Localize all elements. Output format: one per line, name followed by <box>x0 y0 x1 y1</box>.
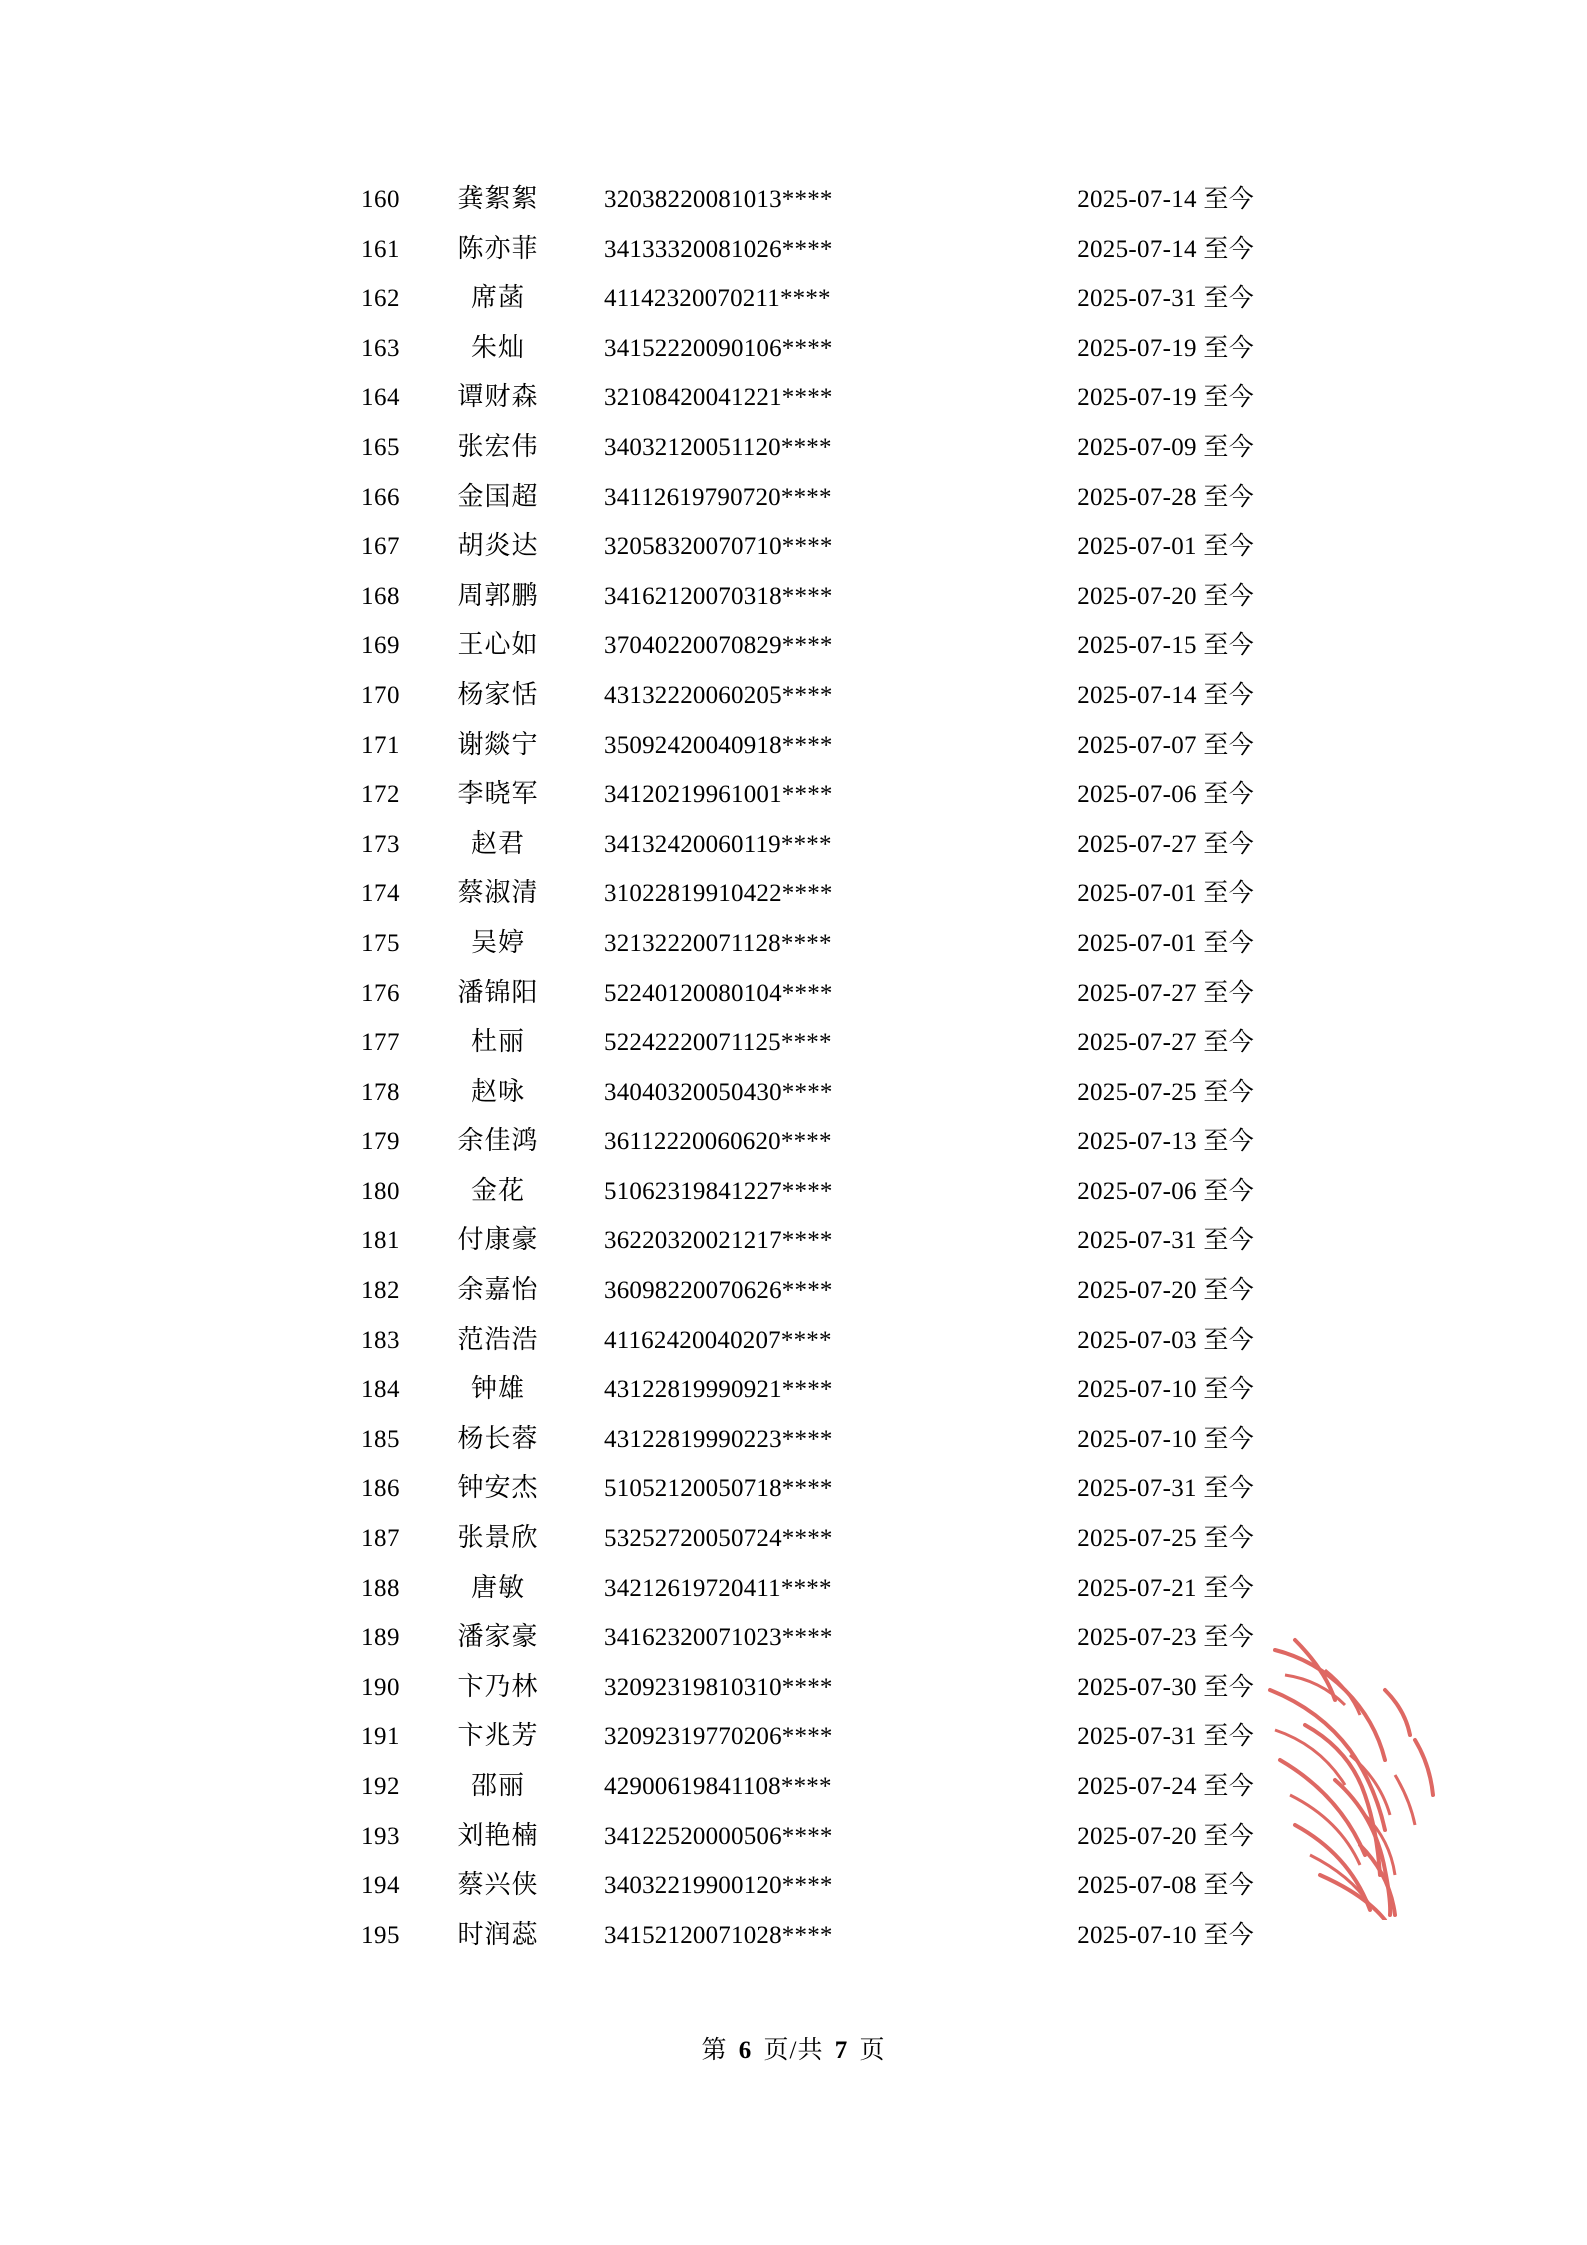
table-row <box>0 1467 1587 1517</box>
row-name: 李晓军 <box>457 779 539 809</box>
table-row <box>0 972 1587 1022</box>
row-id-number: 34112619790720**** <box>604 483 832 511</box>
table-row <box>0 773 1587 823</box>
row-index: 169 <box>361 632 400 660</box>
row-index: 163 <box>361 334 400 362</box>
row-date-range: 2025-07-28 至今 <box>1077 483 1254 511</box>
row-name: 杨家恬 <box>457 679 539 709</box>
footer-suffix: 页 <box>859 2037 886 2064</box>
row-index: 189 <box>361 1624 400 1652</box>
row-index: 162 <box>361 285 400 313</box>
row-name: 时润蕊 <box>457 1919 539 1949</box>
row-name: 范浩浩 <box>457 1324 539 1354</box>
row-name: 余佳鸿 <box>457 1126 539 1156</box>
row-date-range: 2025-07-20 至今 <box>1077 582 1254 610</box>
row-date-range: 2025-07-10 至今 <box>1077 1425 1254 1453</box>
row-index: 173 <box>361 830 400 858</box>
row-date-range: 2025-07-10 至今 <box>1077 1921 1254 1949</box>
row-id-number: 32132220071128**** <box>604 929 832 957</box>
row-name: 吴婷 <box>470 927 525 957</box>
records-table <box>0 178 1587 1963</box>
row-id-number: 32092319770206**** <box>604 1723 833 1751</box>
row-name: 刘艳楠 <box>457 1820 539 1850</box>
table-row <box>0 1864 1587 1914</box>
row-date-range: 2025-07-31 至今 <box>1077 1723 1254 1751</box>
row-index: 174 <box>361 880 400 908</box>
table-row <box>0 1517 1587 1567</box>
table-row <box>0 1765 1587 1815</box>
row-name: 谢燚宁 <box>457 729 539 759</box>
footer-middle: 页/共 <box>763 2037 824 2064</box>
row-id-number: 36098220070626**** <box>604 1277 833 1305</box>
row-date-range: 2025-07-06 至今 <box>1077 1177 1254 1205</box>
row-date-range: 2025-07-08 至今 <box>1077 1872 1254 1900</box>
row-id-number: 51062319841227**** <box>604 1177 833 1205</box>
row-index: 167 <box>361 533 400 561</box>
row-date-range: 2025-07-01 至今 <box>1077 880 1254 908</box>
row-id-number: 43132220060205**** <box>604 681 833 709</box>
row-index: 190 <box>361 1673 400 1701</box>
row-date-range: 2025-07-15 至今 <box>1077 632 1254 660</box>
row-id-number: 42900619841108**** <box>604 1773 832 1800</box>
row-name: 卞兆芳 <box>457 1721 539 1751</box>
row-index: 165 <box>361 433 400 461</box>
row-name: 席菡 <box>470 283 525 313</box>
row-date-range: 2025-07-25 至今 <box>1077 1525 1254 1553</box>
table-row <box>0 277 1587 327</box>
row-name: 杨长蓉 <box>457 1423 539 1453</box>
table-row <box>0 327 1587 377</box>
table-row <box>0 1914 1587 1964</box>
row-name: 金花 <box>470 1175 525 1205</box>
row-date-range: 2025-07-27 至今 <box>1077 979 1254 1007</box>
row-index: 164 <box>361 384 400 412</box>
row-name: 周郭鹏 <box>457 580 539 610</box>
row-name: 杜丽 <box>470 1027 525 1057</box>
table-row <box>0 724 1587 774</box>
row-index: 188 <box>361 1574 400 1602</box>
row-date-range: 2025-07-27 至今 <box>1077 830 1254 858</box>
table-row <box>0 476 1587 526</box>
row-id-number: 41162420040207**** <box>604 1326 832 1354</box>
row-date-range: 2025-07-31 至今 <box>1077 285 1254 313</box>
table-row <box>0 1815 1587 1865</box>
table-row <box>0 1170 1587 1220</box>
table-row <box>0 922 1587 972</box>
row-id-number: 43122819990921**** <box>604 1376 833 1404</box>
row-date-range: 2025-07-19 至今 <box>1077 384 1254 412</box>
row-id-number: 34122520000506**** <box>604 1822 833 1850</box>
table-row <box>0 823 1587 873</box>
row-index: 195 <box>361 1921 400 1949</box>
row-id-number: 36220320021217**** <box>604 1227 833 1255</box>
row-date-range: 2025-07-31 至今 <box>1077 1227 1254 1255</box>
row-index: 193 <box>361 1822 400 1850</box>
row-id-number: 32092319810310**** <box>604 1673 833 1701</box>
row-id-number: 34032219900120**** <box>604 1872 833 1900</box>
row-id-number: 34040320050430**** <box>604 1078 833 1106</box>
row-date-range: 2025-07-14 至今 <box>1077 186 1254 213</box>
table-row <box>0 1715 1587 1765</box>
row-id-number: 34132420060119**** <box>604 830 832 858</box>
row-index: 191 <box>361 1723 400 1751</box>
row-index: 160 <box>361 186 400 213</box>
row-name: 陈亦菲 <box>457 233 539 263</box>
row-name: 邵丽 <box>470 1771 525 1800</box>
row-name: 钟雄 <box>470 1374 525 1404</box>
table-row <box>0 1368 1587 1418</box>
row-name: 付康豪 <box>457 1225 539 1255</box>
row-date-range: 2025-07-20 至今 <box>1077 1822 1254 1850</box>
row-date-range: 2025-07-14 至今 <box>1077 235 1254 263</box>
row-date-range: 2025-07-10 至今 <box>1077 1376 1254 1404</box>
row-date-range: 2025-07-13 至今 <box>1077 1128 1254 1156</box>
row-date-range: 2025-07-20 至今 <box>1077 1277 1254 1305</box>
page-footer <box>0 2030 1587 2066</box>
row-date-range: 2025-07-14 至今 <box>1077 681 1254 709</box>
row-name: 金国超 <box>457 481 539 511</box>
row-id-number: 34152220090106**** <box>604 334 833 362</box>
row-index: 179 <box>361 1128 400 1156</box>
row-id-number: 34120219961001**** <box>604 781 833 809</box>
table-row <box>0 178 1587 228</box>
row-name: 谭财森 <box>457 382 539 412</box>
row-name: 朱灿 <box>470 332 525 362</box>
table-row <box>0 1021 1587 1071</box>
row-date-range: 2025-07-01 至今 <box>1077 533 1254 561</box>
footer-page-number: 6 <box>738 2037 753 2064</box>
row-index: 181 <box>361 1227 400 1255</box>
row-index: 170 <box>361 681 400 709</box>
row-index: 182 <box>361 1277 400 1305</box>
row-date-range: 2025-07-23 至今 <box>1077 1624 1254 1652</box>
row-index: 194 <box>361 1872 400 1900</box>
table-row <box>0 1319 1587 1369</box>
row-id-number: 52242220071125**** <box>604 1029 832 1057</box>
row-date-range: 2025-07-21 至今 <box>1077 1574 1254 1602</box>
row-id-number: 34152120071028**** <box>604 1921 833 1949</box>
row-date-range: 2025-07-09 至今 <box>1077 433 1254 461</box>
row-id-number: 37040220070829**** <box>604 632 833 660</box>
row-name: 潘锦阳 <box>457 977 539 1007</box>
row-date-range: 2025-07-24 至今 <box>1077 1773 1254 1800</box>
row-id-number: 31022819910422**** <box>604 880 833 908</box>
row-name: 赵咏 <box>470 1076 525 1106</box>
row-name: 钟安杰 <box>457 1473 539 1503</box>
table-row <box>0 674 1587 724</box>
row-id-number: 35092420040918**** <box>604 731 833 759</box>
row-date-range: 2025-07-07 至今 <box>1077 731 1254 759</box>
table-row <box>0 1567 1587 1617</box>
row-index: 177 <box>361 1029 400 1057</box>
row-index: 180 <box>361 1177 400 1205</box>
footer-total-pages: 7 <box>834 2037 849 2064</box>
table-row <box>0 1666 1587 1716</box>
row-name: 唐敏 <box>470 1572 525 1602</box>
row-name: 卞乃林 <box>457 1671 539 1701</box>
row-id-number: 32038220081013**** <box>604 186 833 213</box>
row-index: 183 <box>361 1326 400 1354</box>
row-index: 168 <box>361 582 400 610</box>
row-name: 胡炎达 <box>457 531 539 561</box>
row-index: 176 <box>361 979 400 1007</box>
row-id-number: 34212619720411**** <box>604 1574 832 1602</box>
row-name: 赵君 <box>470 828 525 858</box>
row-date-range: 2025-07-30 至今 <box>1077 1673 1254 1701</box>
row-date-range: 2025-07-01 至今 <box>1077 929 1254 957</box>
table-row <box>0 228 1587 278</box>
table-row <box>0 1616 1587 1666</box>
table-row <box>0 376 1587 426</box>
row-date-range: 2025-07-03 至今 <box>1077 1326 1254 1354</box>
row-name: 潘家豪 <box>457 1622 539 1652</box>
row-index: 184 <box>361 1376 400 1404</box>
row-id-number: 53252720050724**** <box>604 1525 833 1553</box>
row-name: 张景欣 <box>457 1523 539 1553</box>
row-id-number: 41142320070211**** <box>604 285 831 313</box>
table-row <box>0 1071 1587 1121</box>
row-id-number: 32108420041221**** <box>604 384 833 412</box>
row-name: 余嘉怡 <box>457 1275 539 1305</box>
row-id-number: 32058320070710**** <box>604 533 833 561</box>
row-name: 张宏伟 <box>457 431 539 461</box>
row-id-number: 34162320071023**** <box>604 1624 833 1652</box>
row-date-range: 2025-07-19 至今 <box>1077 334 1254 362</box>
row-id-number: 36112220060620**** <box>604 1128 832 1156</box>
row-id-number: 34133320081026**** <box>604 235 833 263</box>
row-name: 蔡淑清 <box>457 878 539 908</box>
row-index: 187 <box>361 1525 400 1553</box>
row-index: 178 <box>361 1078 400 1106</box>
row-date-range: 2025-07-06 至今 <box>1077 781 1254 809</box>
row-name: 王心如 <box>457 630 539 660</box>
row-index: 185 <box>361 1425 400 1453</box>
table-row <box>0 575 1587 625</box>
row-name: 蔡兴侠 <box>457 1870 539 1900</box>
row-index: 172 <box>361 781 400 809</box>
row-index: 171 <box>361 731 400 759</box>
row-id-number: 34032120051120**** <box>604 433 832 461</box>
row-id-number: 34162120070318**** <box>604 582 833 610</box>
row-index: 166 <box>361 483 400 511</box>
table-row <box>0 1120 1587 1170</box>
row-index: 175 <box>361 929 400 957</box>
table-row <box>0 1418 1587 1468</box>
row-date-range: 2025-07-31 至今 <box>1077 1475 1254 1503</box>
table-row <box>0 1219 1587 1269</box>
row-name: 龚絮絮 <box>457 184 539 213</box>
row-index: 161 <box>361 235 400 263</box>
row-date-range: 2025-07-25 至今 <box>1077 1078 1254 1106</box>
row-date-range: 2025-07-27 至今 <box>1077 1029 1254 1057</box>
row-index: 192 <box>361 1773 400 1800</box>
row-id-number: 52240120080104**** <box>604 979 833 1007</box>
row-id-number: 43122819990223**** <box>604 1425 833 1453</box>
table-row <box>0 426 1587 476</box>
table-row <box>0 525 1587 575</box>
footer-prefix: 第 <box>701 2037 728 2064</box>
row-id-number: 51052120050718**** <box>604 1475 833 1503</box>
table-row <box>0 624 1587 674</box>
row-index: 186 <box>361 1475 400 1503</box>
table-row <box>0 872 1587 922</box>
table-row <box>0 1269 1587 1319</box>
